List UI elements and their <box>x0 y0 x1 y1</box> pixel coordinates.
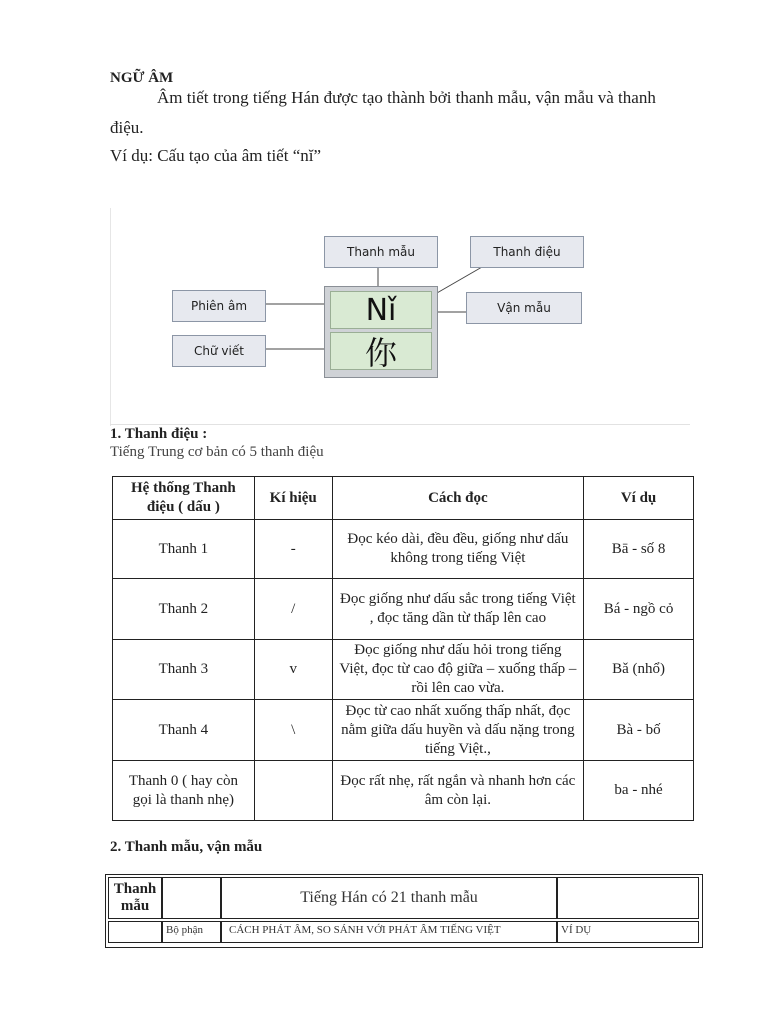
thanh-mau-box: Thanh mẫu <box>324 236 438 268</box>
tone-example: ba - nhé <box>584 761 694 821</box>
header-example: Ví dụ <box>584 477 694 520</box>
bo-phan-cell: Bộ phận <box>162 921 221 943</box>
tone-symbol <box>254 761 332 821</box>
tone-reading: Đọc giống như dấu hỏi trong tiếng Việt, đọc từ cao độ giữa – xuống thấp – rồi lên cao vừa. <box>332 640 583 700</box>
tone-symbol: v <box>254 640 332 700</box>
table-row <box>113 700 694 761</box>
tone-example: Bà - bố <box>584 700 694 761</box>
pronunciation-cell: CÁCH PHÁT ÂM, SO SÁNH VỚI PHÁT ÂM TIẾNG VIỆT <box>221 921 557 943</box>
intro-line-1: Âm tiết trong tiếng Hán được tạo thành bởi thanh mẫu, vận mẫu và thanh <box>157 88 656 107</box>
tone-example: Bá - ngồ cỏ <box>584 579 694 640</box>
header-system: Hệ thống Thanh điệu ( dấu ) <box>113 477 255 520</box>
table-row <box>113 761 694 821</box>
tone-symbol: / <box>254 579 332 640</box>
table-row <box>113 579 694 640</box>
empty-cell <box>162 877 221 919</box>
tone-symbol: - <box>254 520 332 579</box>
van-mau-box: Vận mẫu <box>466 292 582 324</box>
syllable-structure-diagram <box>110 208 690 426</box>
tone-name: Thanh 1 <box>113 520 255 579</box>
initials-caption-cell: Tiếng Hán có 21 thanh mẫu <box>221 877 557 919</box>
chu-viet-box: Chữ viết <box>172 335 266 367</box>
vi-du-cell: VÍ DỤ <box>557 921 699 943</box>
table-row <box>113 520 694 579</box>
section-title: NGỮ ÂM <box>110 70 174 86</box>
tone-name: Thanh 2 <box>113 579 255 640</box>
thanh-mau-label-cell: Thanh mẫu <box>108 877 162 919</box>
empty-cell <box>557 877 699 919</box>
tone-example: Bā - số 8 <box>584 520 694 579</box>
tone-reading: Đọc rất nhẹ, rất ngắn và nhanh hơn các âm còn lại. <box>332 761 583 821</box>
phien-am-box: Phiên âm <box>172 290 266 322</box>
tones-subtitle: Tiếng Trung cơ bản có 5 thanh điệu <box>110 444 324 460</box>
thanh-dieu-box: Thanh điệu <box>470 236 584 268</box>
header-reading: Cách đọc <box>332 477 583 520</box>
hanzi-cell: 你 <box>330 332 432 370</box>
empty-cell <box>108 921 162 943</box>
tone-example: Bǎ (nhổ) <box>584 640 694 700</box>
syllable-box <box>324 286 438 378</box>
tone-name: Thanh 0 ( hay còn gọi là thanh nhẹ) <box>113 761 255 821</box>
tone-reading: Đọc kéo dài, đều đều, giống như dấu không trong tiếng Việt <box>332 520 583 579</box>
intro-example: Ví dụ: Cấu tạo của âm tiết “nĭ” <box>110 146 322 165</box>
tones-heading: 1. Thanh điệu : <box>110 426 208 442</box>
table-row <box>113 640 694 700</box>
tone-reading: Đọc từ cao nhất xuống thấp nhất, đọc nằm giữa dấu huyền và dấu nặng trong tiếng Việt., <box>332 700 583 761</box>
tone-reading: Đọc giống như dấu sắc trong tiếng Việt , đọc tăng dần từ thấp lên cao <box>332 579 583 640</box>
initials-table <box>105 874 703 948</box>
initials-heading: 2. Thanh mẫu, vận mẫu <box>110 839 263 855</box>
tone-name: Thanh 3 <box>113 640 255 700</box>
tones-table <box>112 476 694 821</box>
intro-line-2: điệu. <box>110 118 144 137</box>
header-symbol: Kí hiệu <box>254 477 332 520</box>
tone-name: Thanh 4 <box>113 700 255 761</box>
pinyin-cell: Nǐ <box>330 291 432 329</box>
tones-header-row <box>113 477 694 520</box>
tone-symbol: \ <box>254 700 332 761</box>
